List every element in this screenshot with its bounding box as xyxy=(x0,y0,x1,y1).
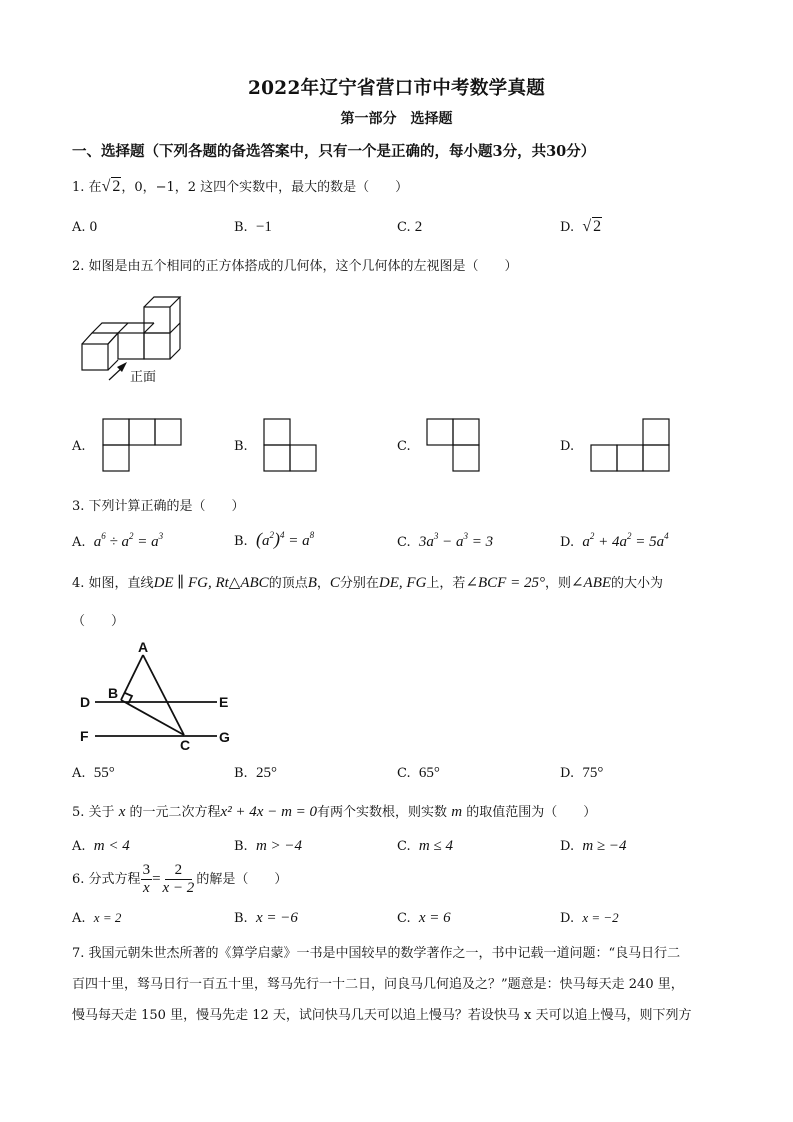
option-a[interactable]: A. 55° xyxy=(72,765,115,781)
page-title: 2022年辽宁省营口市中考数学真题 xyxy=(247,78,546,99)
question-6: 6. 分式方程 $\frac{3}{x}$ = $\frac{2}{x - 2}$ 的解是（ ） xyxy=(72,862,288,896)
question-text: 在 xyxy=(88,180,102,195)
question-number: 3. xyxy=(72,499,85,514)
option-b[interactable]: B. xyxy=(234,439,248,454)
vertex-label-b: B xyxy=(108,685,119,701)
point-label-f: F xyxy=(80,728,89,744)
point-label-g: G xyxy=(219,729,230,745)
option-c[interactable]: C. m ≤ 4 xyxy=(397,838,453,854)
point-label-e: E xyxy=(219,694,229,710)
question-number: 6. xyxy=(72,872,85,887)
fraction: $\frac{2}{x - 2}$ xyxy=(162,862,195,896)
question-7-line-3: 慢马每天走 150 里，慢马先走 12 天，试问快马几天可以追上慢马？若设快马 x 天可以追上慢马，则下列方 xyxy=(72,1008,692,1023)
option-c[interactable]: C. xyxy=(397,439,411,454)
option-b[interactable]: B. x = −6 xyxy=(234,910,298,926)
question-text: 如图是由五个相同的正方体搭成的几何体，这个几何体的左视图是（ ） xyxy=(88,259,518,274)
question-number: 2. xyxy=(72,259,85,274)
option-c[interactable]: C. 65° xyxy=(397,765,440,781)
math-expression: $3a^3 - a^3 = 3$ xyxy=(418,531,494,550)
option-b[interactable]: B. $(a^2)^4 = a^8$ xyxy=(234,529,315,549)
fraction: $\frac{3}{x}$ xyxy=(142,862,151,896)
option-d[interactable]: D. √ 2 xyxy=(560,218,602,235)
option-b[interactable]: B. m > −4 xyxy=(234,838,303,854)
option-a[interactable]: A. $a^6 \div a^2 = a^3$ xyxy=(72,531,164,550)
question-7-line-1: 7. 我国元朝朱世杰所著的《算学启蒙》一书是中国较早的数学著作之一，书中记载一道问题：“良马日行二 xyxy=(72,946,681,961)
option-d[interactable]: D. m ≥ −4 xyxy=(560,838,627,854)
question-7-line-2: 百四十里，驽马日行一百五十里，驽马先行一十二日，问良马几何追及之？”题意是：快马每天走 240 里， xyxy=(72,977,684,992)
option-b[interactable]: B. −1 xyxy=(234,219,272,235)
math-expression: $a^2 + 4a^2 = 5a^4$ xyxy=(582,531,669,550)
sqrt-expression: √ 2 xyxy=(582,218,602,235)
question-number: 5. xyxy=(72,805,85,820)
point-label-d: D xyxy=(80,694,91,710)
sqrt-expression: √ 2 xyxy=(101,178,121,195)
option-a[interactable]: A. 0 xyxy=(72,219,98,235)
part-subtitle: 第一部分 选择题 xyxy=(340,111,453,127)
vertex-label-c: C xyxy=(180,737,191,753)
question-number: 1. xyxy=(72,180,85,195)
math-expression: $a^6 \div a^2 = a^3$ xyxy=(93,531,164,550)
math-expression: $(a^2)^4 = a^8$ xyxy=(255,529,315,549)
answer-blank: （ ） xyxy=(72,614,125,629)
question-5: 5. 关于 x 的一元二次方程x² + 4x − m = 0有两个实数根，则实数 m 的取值范围为（ ） xyxy=(72,804,597,820)
option-a[interactable]: A. x = 2 xyxy=(72,910,122,926)
option-d[interactable]: D. x = −2 xyxy=(560,910,619,926)
question-text: 下列计算正确的是（ ） xyxy=(88,499,245,514)
option-d[interactable]: D. 75° xyxy=(560,765,604,781)
vertex-label-a: A xyxy=(138,639,149,655)
option-a[interactable]: A. m < 4 xyxy=(72,838,130,854)
option-c[interactable]: C. $3a^3 - a^3 = 3$ xyxy=(397,531,494,550)
option-c[interactable]: C. x = 6 xyxy=(397,910,451,926)
option-b[interactable]: B. 25° xyxy=(234,765,277,781)
option-c[interactable]: C. 2 xyxy=(397,219,423,235)
option-a[interactable]: A. xyxy=(72,439,86,454)
front-view-label: 正面 xyxy=(130,370,157,385)
section-heading: 一、选择题（下列各题的备选答案中，只有一个是正确的，每小题3分，共30分） xyxy=(72,143,596,160)
question-text: ，0，−1，2 这四个实数中，最大的数是（ ） xyxy=(121,180,409,195)
option-d[interactable]: D. $a^2 + 4a^2 = 5a^4$ xyxy=(560,531,669,550)
question-4: 4. 如图，直线DE ∥ FG, Rt△ABC的顶点B，C分别在DE, FG上，若∠BCF = 25°，则∠ABE的大小为 xyxy=(72,575,664,591)
question-number: 4. xyxy=(72,576,85,591)
option-d[interactable]: D. xyxy=(560,439,575,454)
